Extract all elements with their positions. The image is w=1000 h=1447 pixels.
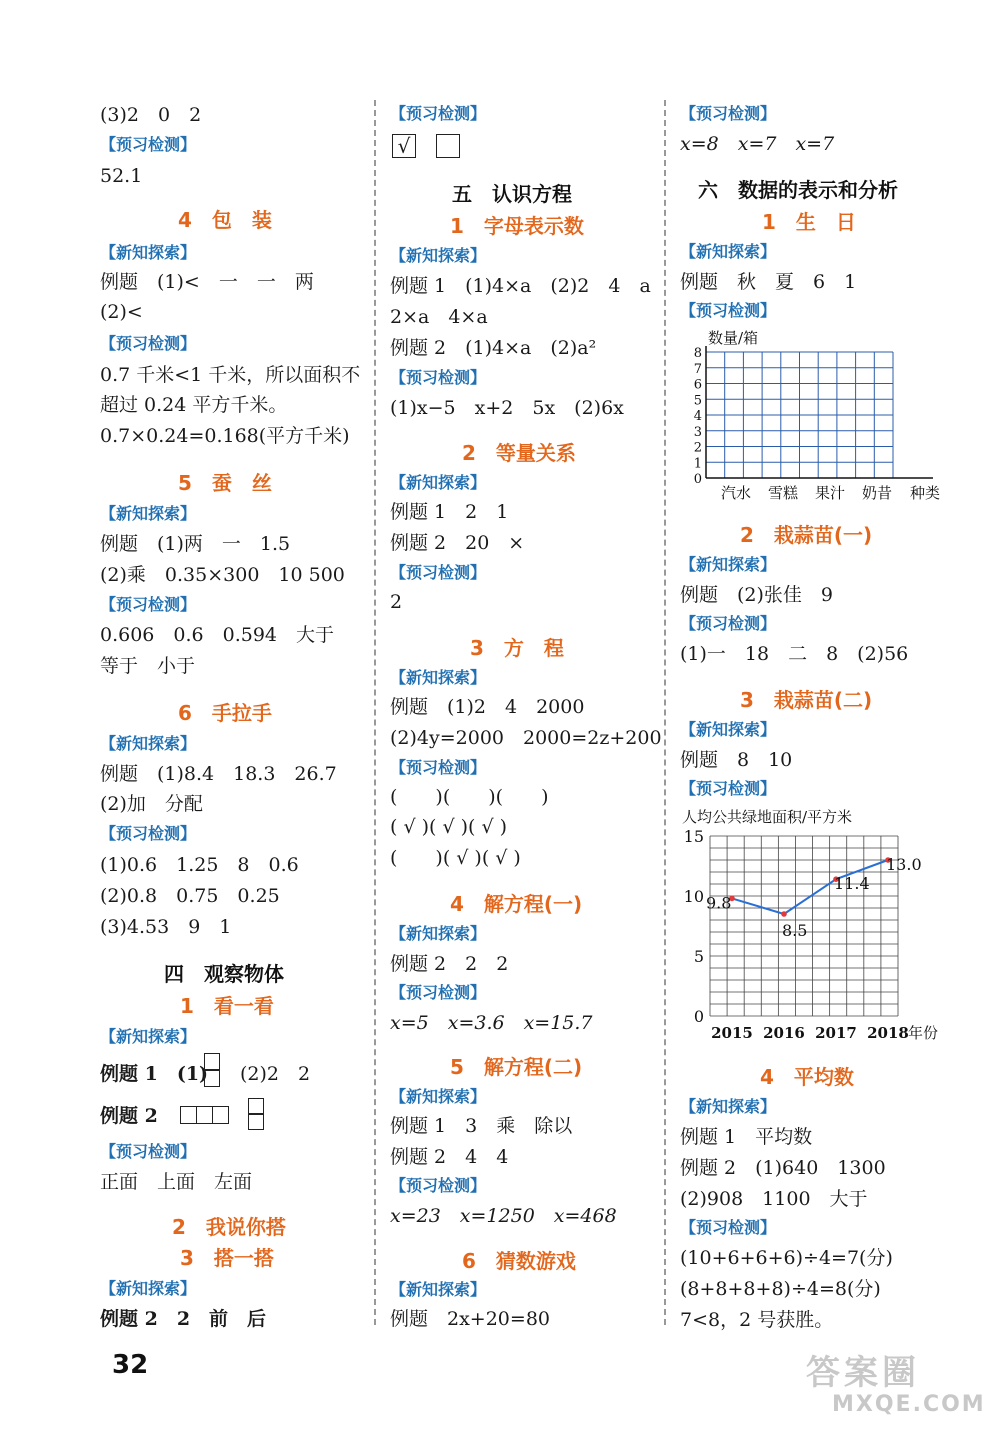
preview-check-tag: 【预习检测】 (390, 983, 487, 1002)
answer-line: (1)0.6 1.25 8 0.6 (100, 854, 299, 876)
preview-check-tag: 【预习检测】 (390, 563, 487, 582)
answer-line: 例题 (1)两 一 1.5 (100, 533, 291, 555)
section-title: 3 搭一搭 (180, 1246, 274, 1270)
section-title: 3 栽蒜苗(二) (740, 688, 873, 712)
x-tick-label: 2016 (763, 1024, 805, 1042)
preview-check-tag: 【预习检测】 (100, 824, 197, 843)
section-title: 1 生 日 (762, 210, 856, 234)
section-title: 3 方 程 (470, 636, 564, 660)
preview-check-tag: 【预习检测】 (680, 104, 777, 123)
view-shape-square (248, 1113, 264, 1130)
y-tick-label: 4 (693, 409, 702, 424)
section-title: 5 解方程(二) (450, 1055, 583, 1079)
answer-line: x=23 x=1250 x=468 (390, 1205, 617, 1227)
y-tick-label: 0 (693, 472, 702, 487)
preview-check-tag: 【预习检测】 (390, 758, 487, 777)
answer-line: (8+8+8+8)÷4=8(分) (680, 1278, 881, 1300)
view-shape-square (212, 1106, 229, 1124)
answer-line: 例题 1 平均数 (680, 1126, 813, 1148)
answer-line: 例题 8 10 (680, 749, 793, 771)
section-title: 6 猜数游戏 (462, 1249, 576, 1273)
answer-line: 0.7×0.24=0.168(平方千米) (100, 425, 350, 447)
answer-line: ( )( )( ) (390, 786, 549, 808)
answer-line: 例题 2 4 4 (390, 1146, 509, 1168)
section-title: 2 等量关系 (462, 441, 576, 465)
answer-line: 52.1 (100, 165, 143, 187)
preview-check-tag: 【预习检测】 (100, 334, 197, 353)
answer-line: (1)x−5 x+2 5x (2)6x (390, 397, 624, 419)
data-label: 13.0 (886, 855, 922, 874)
preview-check-tag: 【预习检测】 (100, 1142, 197, 1161)
answer-line: ( )( √ )( √ ) (390, 847, 521, 869)
answer-line: (2)乘 0.35×300 10 500 (100, 564, 345, 586)
y-tick-label: 10 (683, 887, 704, 906)
y-tick-label: 5 (693, 393, 702, 409)
y-tick-label: 6 (693, 377, 702, 393)
explore-tag: 【新知探索】 (390, 1280, 487, 1299)
explore-tag: 【新知探索】 (390, 668, 487, 687)
answer-line: (3)4.53 9 1 (100, 916, 232, 938)
answer-line: (2)加 分配 (100, 793, 203, 815)
y-tick-label: 8 (693, 346, 702, 361)
answer-line: x=8 x=7 x=7 (680, 133, 835, 155)
answer-line: 例题 (1)2 4 2000 (390, 696, 585, 718)
answer-line: 例题 2 (1)640 1300 (680, 1157, 886, 1179)
view-shape-square (196, 1106, 213, 1124)
preview-check-tag: 【预习检测】 (390, 104, 487, 123)
data-point (781, 911, 787, 917)
watermark-logo: 答案圈 (806, 1353, 920, 1393)
x-axis-label: 年份 (908, 1024, 939, 1042)
line-chart (682, 802, 944, 1046)
answer-line: 例题 2 (1)4×a (2)a² (390, 337, 597, 359)
x-tick-label: 果汁 (814, 484, 846, 502)
unit-title: 六 数据的表示和分析 (698, 178, 898, 202)
y-axis-label: 数量/箱 (708, 329, 759, 347)
y-tick-label: 7 (693, 361, 702, 377)
explore-tag: 【新知探索】 (390, 246, 487, 265)
explore-tag: 【新知探索】 (680, 1097, 777, 1116)
x-tick-label: 汽水 (720, 484, 752, 502)
view-shape-square (180, 1106, 197, 1124)
x-tick-label: 2015 (711, 1024, 753, 1042)
y-tick-label: 5 (693, 947, 704, 966)
answer-line: (1)一 18 二 8 (2)56 (680, 643, 909, 665)
answer-line: x=5 x=3.6 x=15.7 (390, 1012, 593, 1034)
answer-line: 例题 1 2 1 (390, 501, 509, 523)
answer-line: 等于 小于 (100, 655, 196, 677)
checkbox-empty (436, 134, 460, 158)
preview-check-tag: 【预习检测】 (680, 301, 777, 320)
answer-line: (10+6+6+6)÷4=7(分) (680, 1247, 893, 1269)
answer-line: 例题 (2)张佳 9 (680, 584, 834, 606)
y-tick-label: 3 (693, 424, 702, 440)
y-tick-label: 15 (683, 827, 704, 846)
explore-tag: 【新知探索】 (680, 555, 777, 574)
answer-line: (2)0.8 0.75 0.25 (100, 885, 280, 907)
section-title: 1 字母表示数 (450, 214, 584, 238)
section-title: 6 手拉手 (178, 701, 272, 725)
answer-line: 超过 0.24 平方千米。 (100, 394, 288, 416)
explore-tag: 【新知探索】 (680, 242, 777, 261)
answer-line: 例题 2 20 × (390, 532, 525, 554)
preview-check-tag: 【预习检测】 (680, 1218, 777, 1237)
section-title: 1 看一看 (180, 994, 274, 1018)
checkbox-checked: √ (392, 134, 416, 158)
answer-line: 7<8，2 号获胜。 (680, 1309, 834, 1331)
answer-line: 例题 2 2 2 (390, 953, 509, 975)
answer-line: 正面 上面 左面 (100, 1171, 253, 1193)
preview-check-tag: 【预习检测】 (680, 779, 777, 798)
answer-line: 0.7 千米<1 千米，所以面积不 (100, 364, 361, 386)
explore-tag: 【新知探索】 (680, 720, 777, 739)
column-divider (374, 100, 376, 1325)
data-label: 11.4 (834, 874, 870, 894)
answer-line: 例题 (1)< 一 一 两 (100, 271, 314, 293)
bar-chart-grid (688, 326, 944, 504)
x-tick-label: 2017 (815, 1024, 857, 1042)
explore-tag: 【新知探索】 (100, 1279, 197, 1298)
page-number: 32 (112, 1350, 149, 1380)
answer-line: (2)4y=2000 2000=2z+200 (390, 727, 662, 749)
preview-check-tag: 【预习检测】 (100, 595, 197, 614)
y-tick-label: 2 (693, 440, 702, 456)
answer-line: ( √ )( √ )( √ ) (390, 816, 508, 838)
answer-line: 例题 秋 夏 6 1 (680, 271, 857, 293)
x-tick-label: 奶昔 (861, 484, 893, 502)
watermark-url: MXQE.COM (832, 1392, 986, 1417)
data-label: 9.8 (706, 893, 732, 913)
answer-line: (2)908 1100 大于 (680, 1188, 868, 1210)
unit-title: 四 观察物体 (164, 962, 284, 986)
answer-line: 例题 2x+20=80 (390, 1308, 550, 1330)
section-title: 4 平均数 (760, 1065, 854, 1089)
explore-tag: 【新知探索】 (100, 734, 197, 753)
section-title: 4 解方程(一) (450, 892, 583, 916)
explore-tag: 【新知探索】 (100, 243, 197, 262)
explore-tag: 【新知探索】 (390, 473, 487, 492)
y-tick-label: 1 (693, 456, 702, 472)
answer-line: (2)< (100, 301, 143, 323)
answer-line: 例题 1 (1) (100, 1063, 209, 1085)
section-title: 2 我说你搭 (172, 1215, 286, 1239)
explore-tag: 【新知探索】 (100, 504, 197, 523)
section-title: 4 包 装 (178, 208, 272, 232)
data-label: 8.5 (782, 921, 808, 940)
x-tick-label: 2018 (867, 1024, 909, 1042)
x-axis-label: 种类 (909, 484, 941, 502)
column-divider (664, 100, 666, 1325)
answer-line: 例题 2 (100, 1105, 158, 1127)
explore-tag: 【新知探索】 (390, 924, 487, 943)
y-axis-label: 人均公共绿地面积/平方米 (682, 808, 853, 826)
explore-tag: 【新知探索】 (390, 1087, 487, 1106)
answer-line: 例题 1 3 乘 除以 (390, 1115, 573, 1137)
section-title: 2 栽蒜苗(一) (740, 523, 873, 547)
answer-line: (2)2 2 (240, 1063, 311, 1085)
answer-line: 例题 (1)8.4 18.3 26.7 (100, 763, 337, 785)
unit-title: 五 认识方程 (452, 182, 572, 206)
answer-line: 2 (390, 591, 403, 613)
answer-line: (3)2 0 2 (100, 104, 202, 126)
answer-line: 例题 2 2 前 后 (100, 1308, 267, 1330)
answer-line: 0.606 0.6 0.594 大于 (100, 624, 335, 646)
answer-line: 例题 1 (1)4×a (2)2 4 a (390, 275, 651, 297)
preview-check-tag: 【预习检测】 (390, 1176, 487, 1195)
preview-check-tag: 【预习检测】 (680, 614, 777, 633)
x-tick-label: 雪糕 (767, 484, 799, 502)
answer-line: 2×a 4×a (390, 306, 488, 328)
view-shape-square (204, 1069, 220, 1087)
preview-check-tag: 【预习检测】 (390, 368, 487, 387)
preview-check-tag: 【预习检测】 (100, 135, 197, 154)
explore-tag: 【新知探索】 (100, 1027, 197, 1046)
section-title: 5 蚕 丝 (178, 471, 272, 495)
y-tick-label: 0 (693, 1007, 704, 1026)
